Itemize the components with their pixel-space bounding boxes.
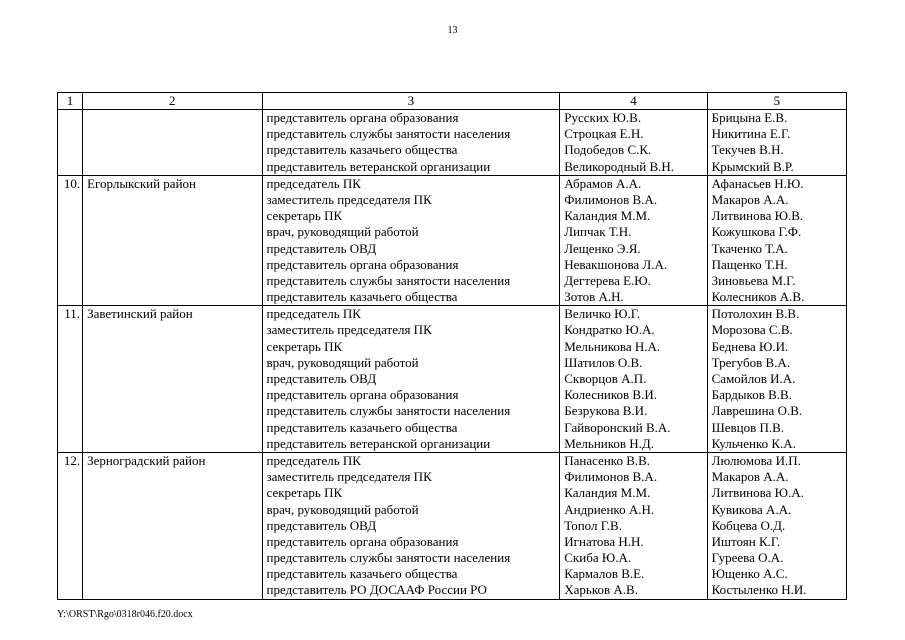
role-line: представитель службы занятости населения xyxy=(266,403,511,419)
member-name: Каландия М.М. xyxy=(564,208,651,224)
alternate-name: Макаров А.А. xyxy=(711,191,789,207)
alternate-name: Ткаченко Т.А. xyxy=(711,240,788,256)
role-line: секретарь ПК xyxy=(266,208,343,224)
alternate-name: Текучев В.Н. xyxy=(711,142,784,158)
members-cell xyxy=(560,452,707,599)
member-name: Строцкая Е.Н. xyxy=(564,126,644,142)
roles-cell xyxy=(262,452,560,599)
alternate-name: Кожушкова Г.Ф. xyxy=(711,224,802,240)
member-name: Гайворонский В.А. xyxy=(564,419,671,435)
header-col-1: 1 xyxy=(58,93,83,110)
role-line: представитель казачьего общества xyxy=(266,142,458,158)
role-line: представитель службы занятости населения xyxy=(266,550,511,566)
file-path-footer: Y:\ORST\Rgo\0318r046.f20.docx xyxy=(57,609,193,620)
member-name: Кондратко Ю.А. xyxy=(564,322,655,338)
header-col-4: 4 xyxy=(560,93,707,110)
role-line: представитель казачьего общества xyxy=(266,289,458,305)
alternate-name: Лаврешина О.В. xyxy=(711,403,803,419)
section-row xyxy=(58,452,847,599)
header-col-5: 5 xyxy=(707,93,846,110)
roles-cell xyxy=(262,110,560,176)
member-name: Филимонов В.А. xyxy=(564,469,658,485)
alternate-name: Ющенко А.С. xyxy=(711,566,788,582)
alternate-name: Никитина Е.Г. xyxy=(711,126,791,142)
roles-cell xyxy=(262,306,560,453)
alternate-name: Потолохин В.В. xyxy=(711,306,800,322)
header-row xyxy=(58,93,847,110)
role-line: представитель казачьего общества xyxy=(266,419,458,435)
alternate-name: Пащенко Т.Н. xyxy=(711,256,788,272)
alternate-name: Гуреева О.А. xyxy=(711,550,784,566)
member-name: Топол Г.В. xyxy=(564,517,622,533)
role-line: заместитель председателя ПК xyxy=(266,191,432,207)
page-number: 13 xyxy=(447,25,458,36)
alternates-cell xyxy=(707,175,846,306)
section-number xyxy=(58,110,83,176)
role-line: представитель ветеранской организации xyxy=(266,435,491,451)
alternate-name: Кобцева О.Д. xyxy=(711,517,786,533)
role-line: представитель ОВД xyxy=(266,517,377,533)
alternates-cell xyxy=(707,452,846,599)
roles-cell xyxy=(262,175,560,306)
alternate-name: Афанасьев Н.Ю. xyxy=(711,175,804,191)
member-name: Колесников В.И. xyxy=(564,387,657,403)
role-line: председатель ПК xyxy=(266,306,361,322)
member-name: Панасенко В.В. xyxy=(564,452,651,468)
alternate-name: Иштоян К.Г. xyxy=(711,533,781,549)
role-line: врач, руководящий работой xyxy=(266,354,419,370)
alternate-name: Шевцов П.В. xyxy=(711,419,785,435)
role-line: представитель органа образования xyxy=(266,533,459,549)
member-name: Липчак Т.Н. xyxy=(564,224,632,240)
header-col-3: 3 xyxy=(262,93,560,110)
role-line: секретарь ПК xyxy=(266,338,343,354)
members-cell xyxy=(560,306,707,453)
member-name: Филимонов В.А. xyxy=(564,191,658,207)
member-name: Скиба Ю.А. xyxy=(564,550,632,566)
member-name: Дегтерева Е.Ю. xyxy=(564,272,651,288)
section-row xyxy=(58,175,847,306)
section-number: 12. xyxy=(58,452,83,599)
role-line: врач, руководящий работой xyxy=(266,501,419,517)
district-name: Зерноградский район xyxy=(83,452,262,599)
alternate-name: Литвинова Ю.А. xyxy=(711,485,804,501)
member-name: Мельников Н.Д. xyxy=(564,435,655,451)
member-name: Русских Ю.В. xyxy=(564,110,642,125)
role-line: представитель органа образования xyxy=(266,110,459,125)
alternate-name: Бардыков В.В. xyxy=(711,387,792,403)
members-cell xyxy=(560,110,707,176)
role-line: представитель ОВД xyxy=(266,371,377,386)
alternate-name: Кульченко К.А. xyxy=(711,435,796,451)
role-line: секретарь ПК xyxy=(266,485,343,501)
section-number: 10. xyxy=(58,175,83,306)
member-name: Игнатова Н.Н. xyxy=(564,533,644,549)
role-line: председатель ПК xyxy=(266,452,361,468)
member-name: Скворцов А.П. xyxy=(564,371,647,386)
member-name: Кармалов В.Е. xyxy=(564,566,645,582)
alternate-name: Морозова С.В. xyxy=(711,322,793,338)
alternate-name: Люлюмова И.П. xyxy=(711,452,801,468)
members-cell xyxy=(560,175,707,306)
member-name: Величко Ю.Г. xyxy=(564,306,641,322)
member-name: Лещенко Э.Я. xyxy=(564,240,641,256)
alternates-cell xyxy=(707,110,846,176)
alternates-cell xyxy=(707,306,846,453)
role-line: врач, руководящий работой xyxy=(266,224,419,240)
section-row xyxy=(58,110,847,176)
role-line: представитель службы занятости населения xyxy=(266,126,511,142)
district-name: Егорлыкский район xyxy=(83,175,262,306)
member-name: Мельникова Н.А. xyxy=(564,338,661,354)
role-line: председатель ПК xyxy=(266,175,361,191)
member-name: Шатилов О.В. xyxy=(564,354,643,370)
alternate-name: Зиновьева М.Г. xyxy=(711,272,796,288)
district-name: Заветинский район xyxy=(83,306,262,453)
member-name: Харьков А.В. xyxy=(564,582,638,598)
member-name: Абрамов А.А. xyxy=(564,175,642,191)
member-name: Безрукова В.И. xyxy=(564,403,648,419)
role-line: представитель службы занятости населения xyxy=(266,272,511,288)
member-name: Андриенко А.Н. xyxy=(564,501,655,517)
role-line: представитель органа образования xyxy=(266,387,459,403)
role-line: представитель казачьего общества xyxy=(266,566,458,582)
section-row xyxy=(58,306,847,453)
alternate-name: Колесников А.В. xyxy=(711,289,805,305)
member-name: Великородный В.Н. xyxy=(564,158,675,174)
header-col-2: 2 xyxy=(83,93,262,110)
alternate-name: Трегубов В.А. xyxy=(711,354,791,370)
role-line: заместитель председателя ПК xyxy=(266,322,432,338)
alternate-name: Беднева Ю.И. xyxy=(711,338,789,354)
section-number: 11. xyxy=(58,306,83,453)
role-line: представитель ветеранской организации xyxy=(266,158,491,174)
role-line: заместитель председателя ПК xyxy=(266,469,432,485)
alternate-name: Костыленко Н.И. xyxy=(711,582,807,598)
district-name xyxy=(83,110,262,176)
alternate-name: Брицына Е.В. xyxy=(711,110,788,125)
commission-table xyxy=(57,92,847,600)
alternate-name: Литвинова Ю.В. xyxy=(711,208,804,224)
member-name: Невакшонова Л.А. xyxy=(564,256,668,272)
member-name: Каландия М.М. xyxy=(564,485,651,501)
member-name: Зотов А.Н. xyxy=(564,289,624,305)
role-line: представитель органа образования xyxy=(266,256,459,272)
member-name: Подобедов С.К. xyxy=(564,142,652,158)
role-line: представитель ОВД xyxy=(266,240,377,256)
role-line: представитель РО ДОСААФ России РО xyxy=(266,582,487,598)
alternate-name: Кувикова А.А. xyxy=(711,501,792,517)
alternate-name: Крымский В.Р. xyxy=(711,158,794,174)
alternate-name: Макаров А.А. xyxy=(711,469,789,485)
alternate-name: Самойлов И.А. xyxy=(711,371,796,386)
